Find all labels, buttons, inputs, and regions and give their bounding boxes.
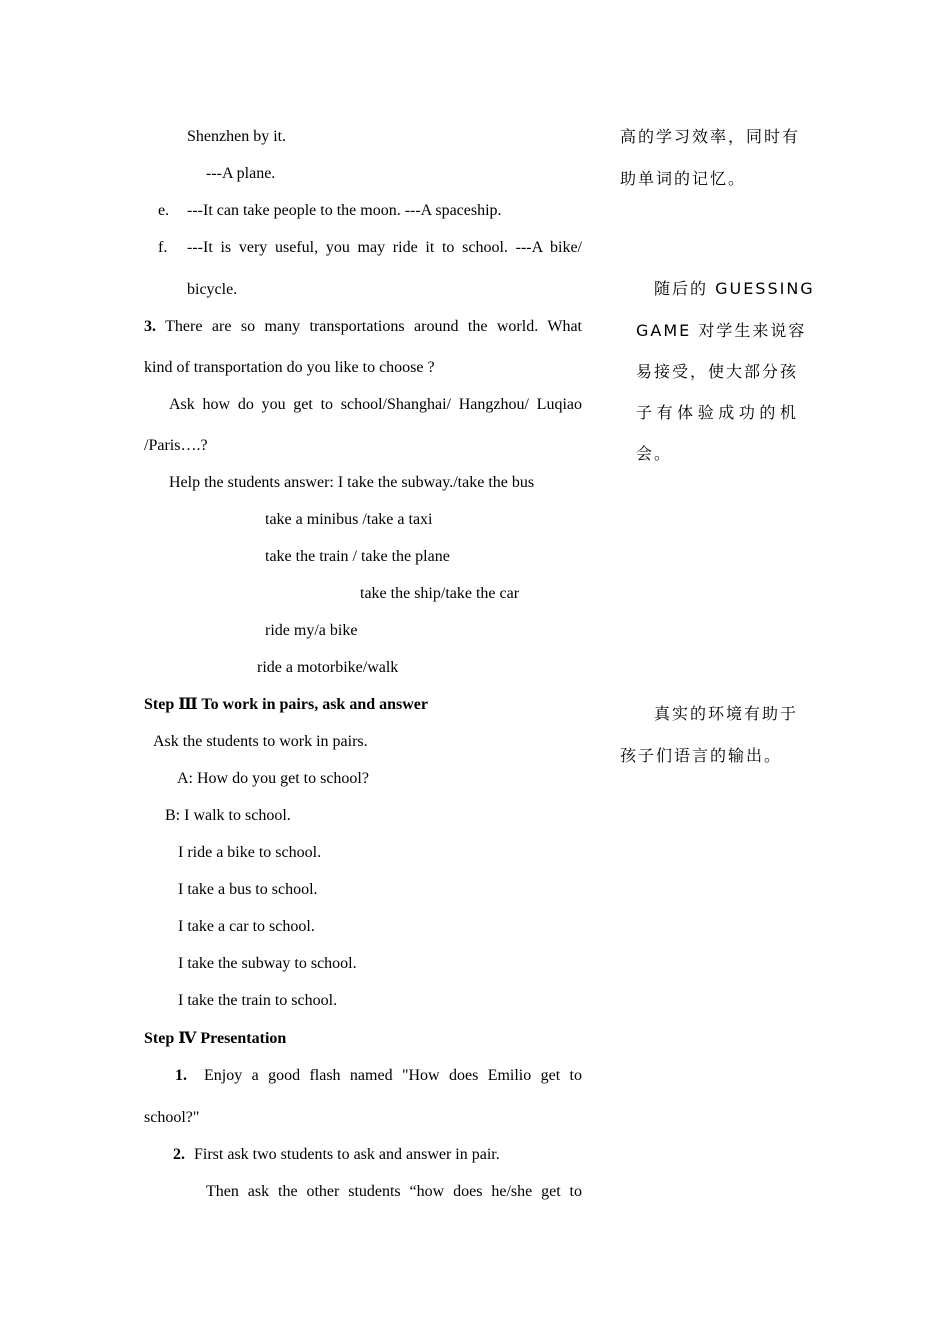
note-line: 子有体验成功的机 [636,403,796,422]
text-line: Shenzhen by it. [187,128,287,145]
section-heading: Step Ⅲ To work in pairs, ask and answer [144,696,428,713]
option-line: take the train / take the plane [265,548,450,565]
section-heading: Step Ⅳ Presentation [144,1030,287,1047]
paragraph-line: school?" [144,1109,200,1126]
paragraph-line [144,317,582,337]
list-item-text: ---It is very useful, you may ride it to school. ---A bike/ [187,239,582,256]
list-marker: e. [158,202,170,219]
item-number: 1. [175,1067,187,1084]
item-number: 3. [144,318,156,335]
paragraph-line: Help the students answer: I take the subway./take the bus [169,474,535,491]
item-number: 2. [173,1146,185,1163]
dialogue-line: I take a bus to school. [178,881,318,898]
dialogue-line: I take a car to school. [178,918,315,935]
paragraph-line: Enjoy a good flash named "How does Emilio get to [204,1067,582,1084]
paragraph-line: Then ask the other students “how does he/she get to [206,1183,582,1200]
paragraph-line: /Paris….? [144,437,208,454]
paragraph-line: Ask the students to work in pairs. [153,733,368,750]
note-line: 真实的环境有助于 [654,704,799,723]
dialogue-line: I take the train to school. [178,992,338,1009]
note-line: 易接受，使大部分孩 [636,362,799,381]
dialogue-line: A: How do you get to school? [177,770,369,787]
note-line: 随后的 GUESSING [654,279,815,298]
list-marker: f. [158,239,168,256]
dialogue-line: I take the subway to school. [178,955,357,972]
dialogue-line: B: I walk to school. [165,807,291,824]
option-line: take a minibus /take a taxi [265,511,433,528]
note-line: 孩子们语言的输出。 [620,746,783,765]
option-line: take the ship/take the car [360,585,520,602]
list-item-text: ---It can take people to the moon. ---A spaceship. [187,202,502,219]
dialogue-line: I ride a bike to school. [178,844,322,861]
text-line: bicycle. [187,281,238,298]
note-line: 高的学习效率，同时有 [620,127,801,146]
note-line: 助单词的记忆。 [620,169,747,188]
text-line: ---A plane. [206,165,276,182]
option-line: ride a motorbike/walk [257,659,399,676]
option-line: ride my/a bike [265,622,358,639]
paragraph-line: First ask two students to ask and answer in pair. [194,1146,500,1163]
paragraph-line: kind of transportation do you like to choose ? [144,359,435,376]
note-line: GAME 对学生来说容 [636,321,807,340]
note-line: 会。 [636,444,673,463]
paragraph-text: There are so many transportations around the world. What [165,318,582,335]
paragraph-line: Ask how do you get to school/Shanghai/ Hangzhou/ Luqiao [169,396,582,413]
